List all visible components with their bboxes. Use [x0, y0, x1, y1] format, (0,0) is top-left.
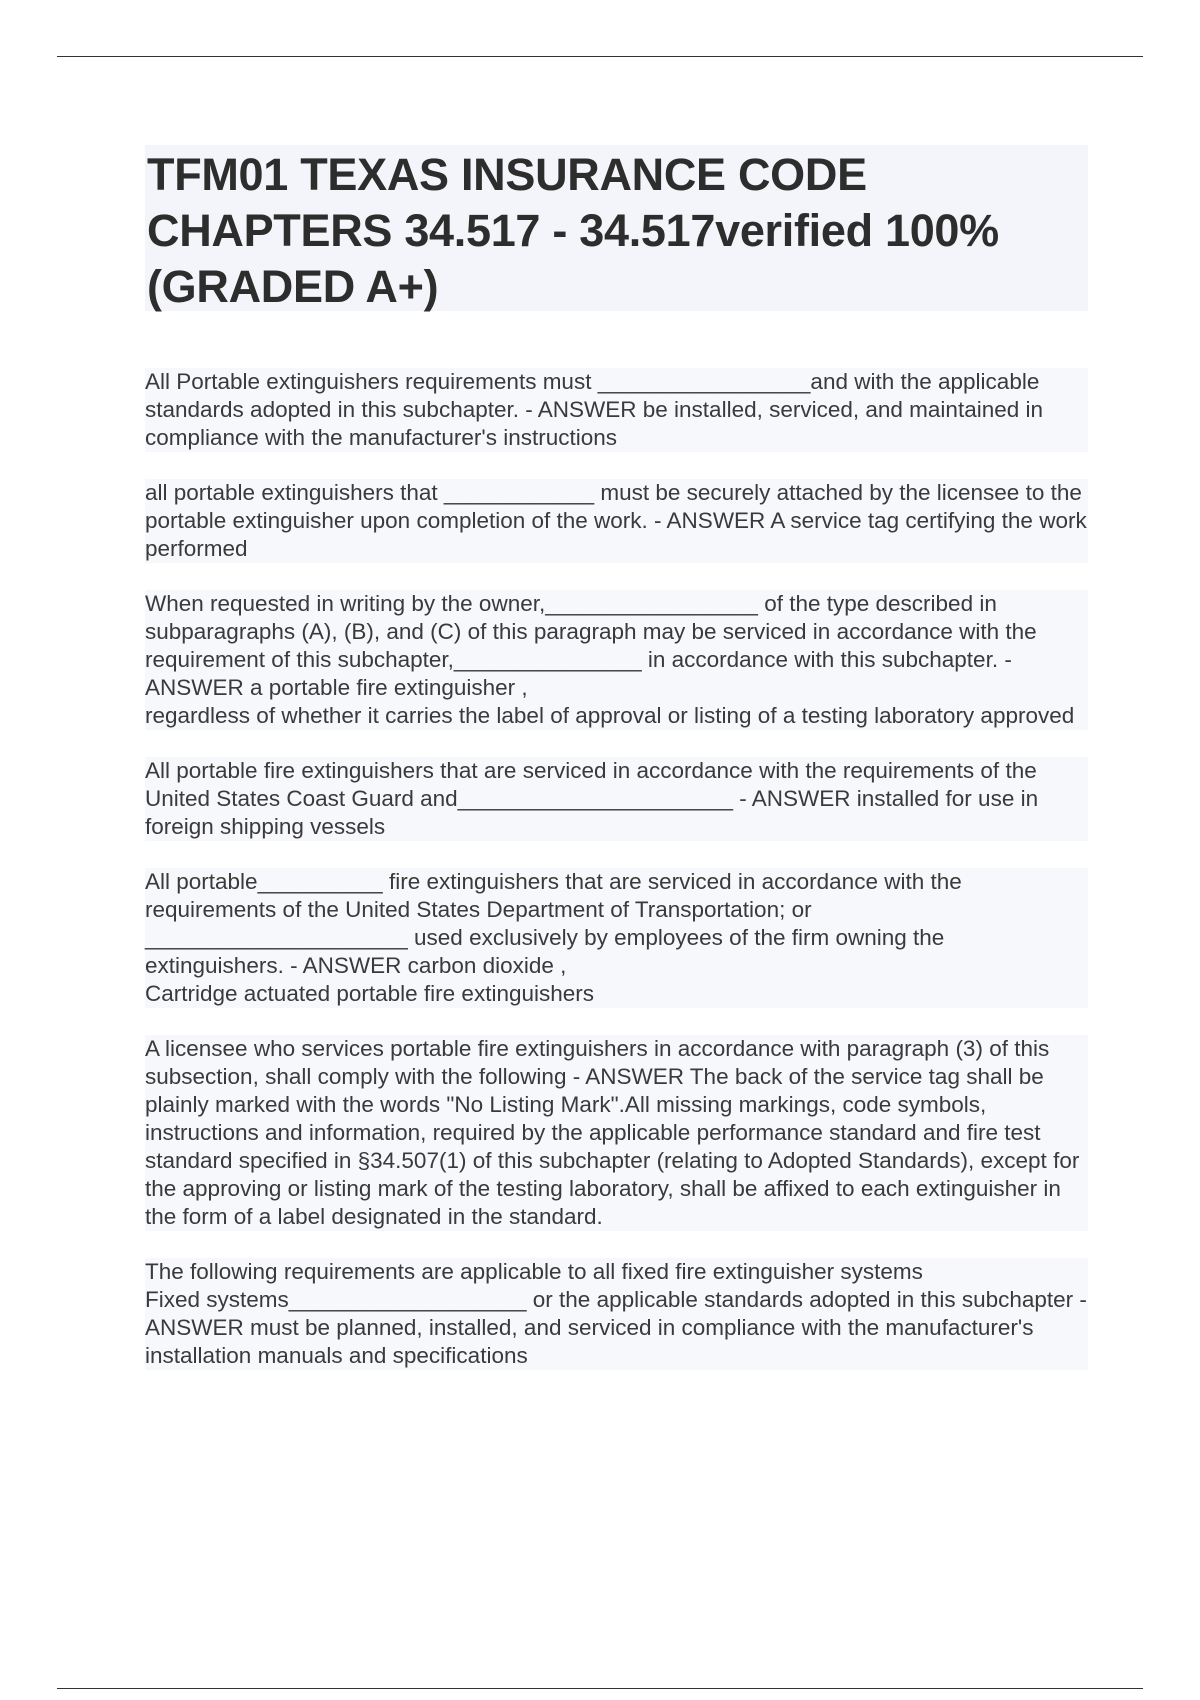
question-answer-list [145, 368, 1088, 1370]
qa-item-2: all portable extinguishers that ____________ must be securely attached by the licensee to the portable extinguisher upon completion of the work. - ANSWER A service tag certifying the work performed [145, 480, 1087, 561]
document-title: TFM01 TEXAS INSURANCE CODE CHAPTERS 34.517 - 34.517verified 100% (GRADED A+) [147, 149, 999, 312]
qa-item-4: All portable fire extinguishers that are serviced in accordance with the requirements of the United States Coast Guard and______________________ - ANSWER installed for use in foreign shipping vessels [145, 757, 1088, 841]
qa-item-1: All Portable extinguishers requirements must _________________and with the applicable standards adopted in this subchapter. - ANSWER be installed, serviced, and maintained in compliance with the manufacturer's instructions [145, 368, 1088, 452]
top-divider [57, 56, 1143, 57]
qa-item-6: A licensee who services portable fire extinguishers in accordance with paragraph (3) of this subsection, shall comply with the following - ANSWER The back of the service tag shall be plainly marked with the words "No Listing Mark".All missing markings, code symbols, instructions and information, required by the applicable performance standard and fire test standard specified in §34.507(1) of this subchapter (relating to Adopted Standards), except for the approving or listing mark of the testing laboratory, shall be affixed to each extinguisher in the form of a label designated in the standard. [145, 1035, 1088, 1231]
qa-item-7: The following requirements are applicable to all fixed fire extinguisher systems Fixed systems___________________ or the applicable standards adopted in this subchapter - ANSWER must be planned, installed, and serviced in compliance with the manufacturer's installation manuals and specifications [145, 1259, 1087, 1368]
qa-item-3: When requested in writing by the owner,_________________ of the type described in subparagraphs (A), (B), and (C) of this paragraph may be serviced in accordance with the requirement of this subchapter,_______________ in accordance with this subchapter. - ANSWER a portable fire extinguisher , regardless of whether it carries the label of approval or listing of a testing laboratory approved [145, 590, 1088, 730]
title-block [145, 145, 1088, 311]
qa-item-5: All portable__________ fire extinguishers that are serviced in accordance with the requirements of the United States Department of Transportation; or _____________________ used exclusively by employees of the firm owning the extinguishers. - ANSWER carbon dioxide , Cartridge actuated portable fire extinguishers [145, 868, 1088, 1008]
bottom-divider [57, 1688, 1143, 1689]
